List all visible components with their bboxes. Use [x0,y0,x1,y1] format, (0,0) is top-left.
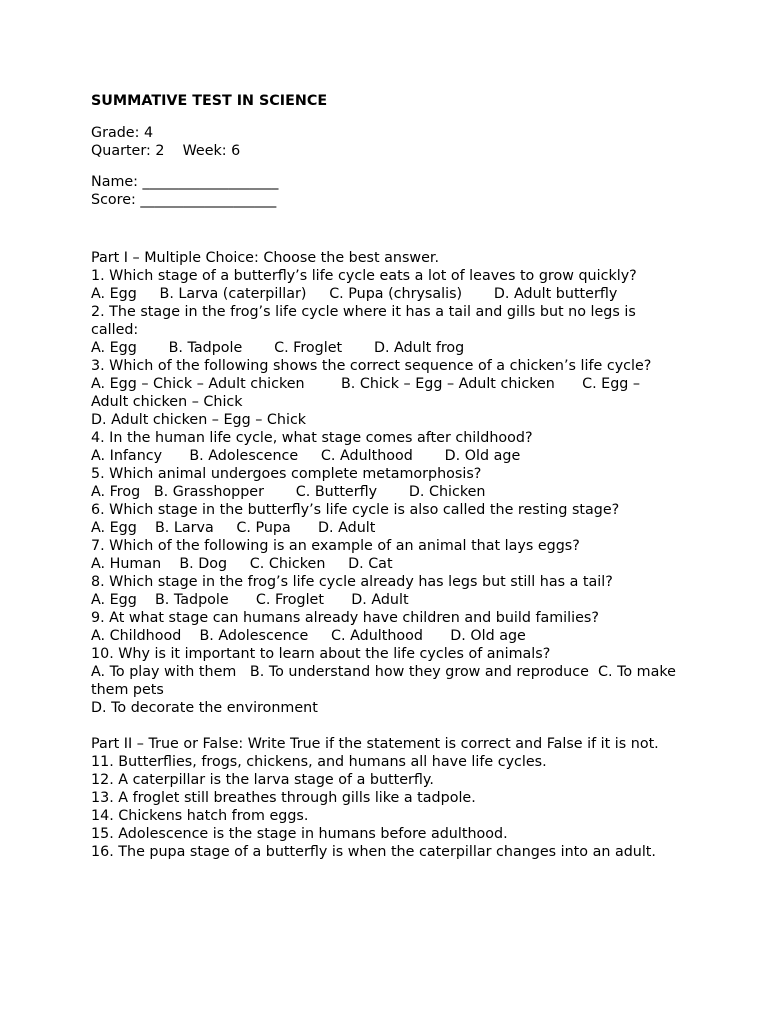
answer-choice-extra: D. To decorate the environment [91,700,318,716]
answer-choices [91,519,681,537]
question-item [91,501,681,537]
question-text: 7. Which of the following is an example of an animal that lays eggs? [91,538,580,554]
answer-choices [91,555,681,573]
statement-item: 14. Chickens hatch from eggs. [91,808,309,824]
question-item [91,573,681,609]
answer-choices-text: A. Childhood B. Adolescence C. Adulthood D. Old age [91,628,526,644]
answer-choices-text: A. Egg B. Larva C. Pupa D. Adult [91,520,376,536]
answer-choices [91,339,681,357]
question-text: 2. The stage in the frog’s life cycle where it has a tail and gills but no legs is called: [91,304,636,338]
question-text: 5. Which animal undergoes complete metamorphosis? [91,466,482,482]
part2-heading: Part II – True or False: Write True if the statement is correct and False if it is not. [91,736,659,752]
question-text: 3. Which of the following shows the correct sequence of a chicken’s life cycle? [91,358,652,374]
question-text: 4. In the human life cycle, what stage comes after childhood? [91,430,533,446]
statement-item: 13. A froglet still breathes through gills like a tadpole. [91,790,476,806]
statement-item: 11. Butterflies, frogs, chickens, and humans all have life cycles. [91,754,547,770]
page-title: SUMMATIVE TEST IN SCIENCE [91,93,328,109]
answer-choices-text: A. Egg B. Tadpole C. Froglet D. Adult frog [91,340,465,356]
answer-choices-text: A. Infancy B. Adolescence C. Adulthood D. Old age [91,448,521,464]
question-text: 10. Why is it important to learn about the life cycles of animals? [91,646,551,662]
part2-section [91,735,681,861]
question-item [91,537,681,573]
statement-item: 15. Adolescence is the stage in humans before adulthood. [91,826,508,842]
question-item [91,357,681,429]
student-info [91,173,681,209]
answer-choices [91,627,681,645]
question-item [91,645,681,717]
question-item [91,609,681,645]
question-text: 8. Which stage in the frog’s life cycle already has legs but still has a tail? [91,574,613,590]
question-text: 6. Which stage in the butterfly’s life cycle is also called the resting stage? [91,502,620,518]
header-info [91,124,681,160]
answer-choice-extra: D. Adult chicken – Egg – Chick [91,412,307,428]
question-item [91,303,681,357]
answer-choices [91,483,681,501]
name-field: Name: ___________________ [91,174,279,190]
score-field: Score: ___________________ [91,192,277,208]
answer-choices-text: A. Egg B. Larva (caterpillar) C. Pupa (chrysalis) D. Adult butterfly [91,286,618,302]
answer-choices-text: A. Frog B. Grasshopper C. Butterfly D. Chicken [91,484,486,500]
answer-choices [91,591,681,609]
part1-heading: Part I – Multiple Choice: Choose the best answer. [91,250,440,266]
question-text: 1. Which stage of a butterfly’s life cycle eats a lot of leaves to grow quickly? [91,268,637,284]
grade-line: Grade: 4 [91,125,154,141]
answer-choices [91,447,681,465]
question-item [91,267,681,303]
statement-item: 12. A caterpillar is the larva stage of a butterfly. [91,772,434,788]
question-text: 9. At what stage can humans already have children and build families? [91,610,599,626]
question-item [91,465,681,501]
answer-choices-text: A. Human B. Dog C. Chicken D. Cat [91,556,393,572]
part1-section [91,249,681,717]
question-item [91,429,681,465]
answer-choices-text: A. Egg B. Tadpole C. Froglet D. Adult [91,592,409,608]
answer-choices [91,375,681,411]
quarter-week-line: Quarter: 2 Week: 6 [91,143,241,159]
statement-item: 16. The pupa stage of a butterfly is when the caterpillar changes into an adult. [91,844,656,860]
answer-choices-text: A. Egg – Chick – Adult chicken B. Chick – Egg – Adult chicken C. Egg – Adult chicken – Chick [91,376,645,410]
test-page [91,92,681,861]
answer-choices [91,285,681,303]
answer-choices [91,663,681,699]
answer-choices-text: A. To play with them B. To understand how they grow and reproduce C. To make them pets [91,664,681,698]
